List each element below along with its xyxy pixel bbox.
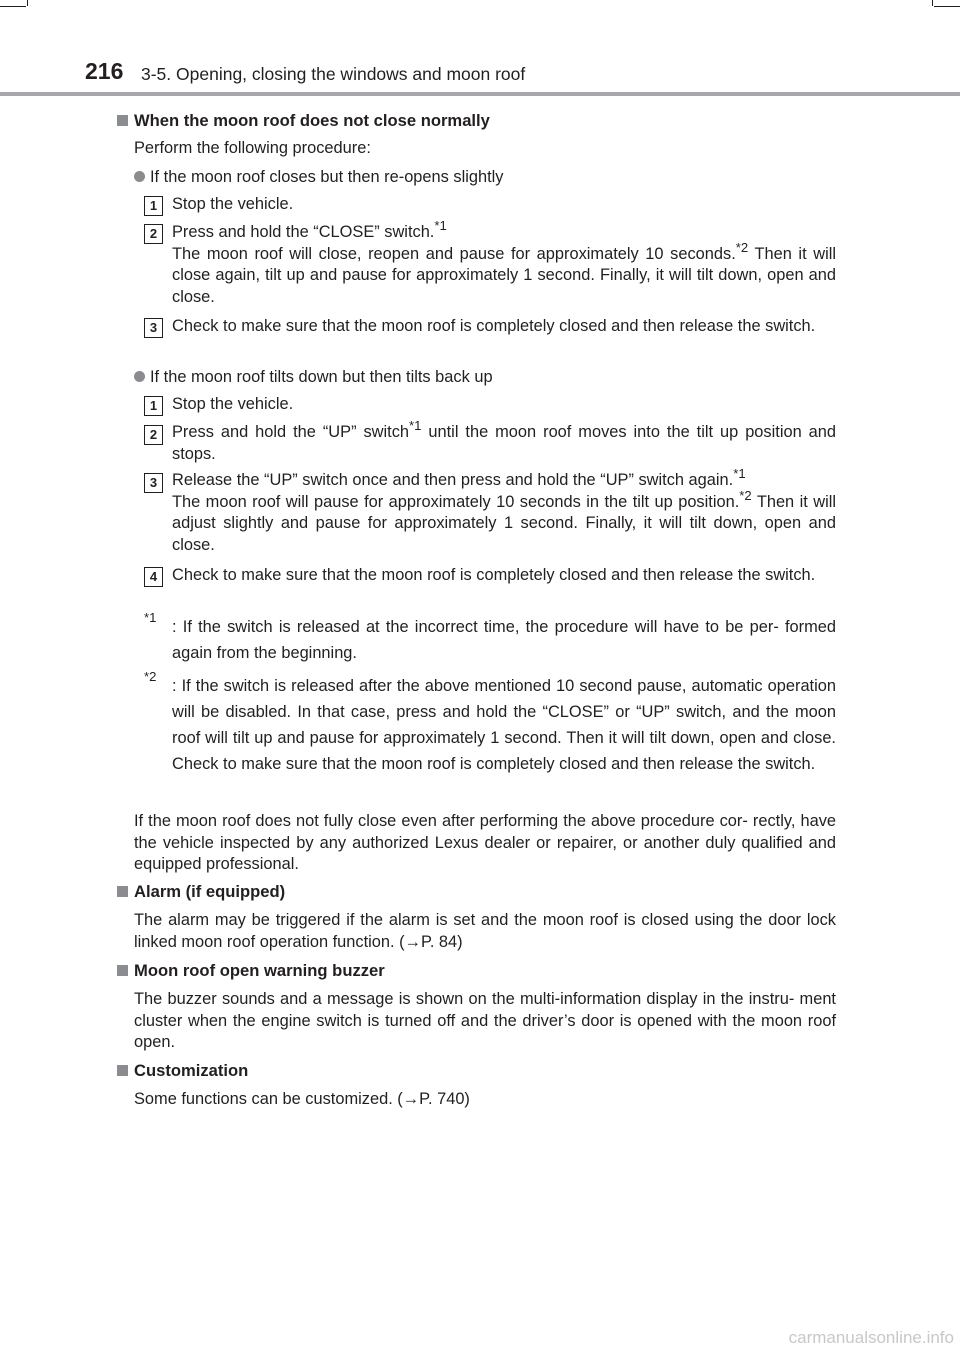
footnote-ref: *1 [733, 465, 746, 481]
footnote-ref: *2 [735, 239, 749, 255]
paragraph: The buzzer sounds and a message is shown on the multi-information display in the instru- ment cluster when the engine switch is turned off and the driver’s door is opened with the moon roof open. [134, 990, 836, 1052]
footnote-mark-text: *1 [144, 609, 157, 625]
page-reference-link[interactable]: P. 740) [419, 1090, 470, 1108]
crop-mark [932, 0, 933, 6]
step-number-badge: 3 [144, 473, 163, 493]
footnote-ref: *1 [434, 217, 447, 233]
square-bullet-icon [117, 115, 128, 126]
case-title-text: If the moon roof closes but then re-opens slightly [150, 168, 504, 186]
arrow-icon: → [404, 932, 421, 951]
step-text [172, 417, 836, 465]
paragraph [134, 910, 836, 953]
section-heading [117, 960, 385, 982]
arrow-icon: → [402, 1090, 420, 1108]
page-header [0, 52, 960, 96]
heading-text: When the moon roof does not close normally [134, 111, 490, 130]
section-heading [117, 881, 285, 903]
crop-mark [934, 6, 960, 7]
step-text [172, 217, 836, 308]
footnote-mark-text: *2 [144, 668, 157, 684]
heading-text: Customization [134, 1061, 249, 1080]
closing-paragraph: If the moon roof does not fully close even after performing the above procedure cor- rectly, have the vehicle inspected by any authorized Lexus dealer or repairer, or another duly qualified and equipped professional. [134, 812, 836, 874]
step-number-badge: 3 [144, 318, 163, 338]
heading-text: Moon roof open warning buzzer [134, 961, 385, 980]
step-number-badge: 2 [144, 224, 163, 244]
paragraph [134, 1089, 836, 1111]
step-number-badge: 1 [144, 396, 163, 416]
step-line: The moon roof will close, reopen and pause for approximately 10 seconds. [172, 244, 736, 263]
footnote-mark [144, 609, 172, 636]
section-title: 3-5. Opening, closing the windows and moon roof [141, 64, 526, 84]
case-a-title [134, 167, 504, 189]
square-bullet-icon [117, 1065, 128, 1076]
footnote-mark [144, 668, 172, 695]
page-number: 216 [85, 58, 124, 84]
step-line: Press and hold the “UP” switch [172, 423, 410, 441]
header-rule [0, 92, 960, 96]
crop-mark [0, 6, 26, 7]
square-bullet-icon [117, 886, 128, 897]
footnote-ref: *1 [409, 417, 422, 433]
paragraph-text: Some functions can be customized. ( [134, 1090, 403, 1108]
section-heading [117, 1060, 248, 1082]
step-text: Stop the vehicle. [172, 395, 294, 413]
step-line: Press and hold the “CLOSE” switch. [172, 223, 435, 241]
circle-bullet-icon [134, 371, 145, 382]
case-b-title [134, 367, 493, 389]
section-heading [117, 110, 490, 132]
step-text: Check to make sure that the moon roof is completely closed and then release the switch. [172, 566, 816, 584]
footnote-ref: *2 [739, 487, 752, 503]
watermark: carmanualsonline.info [788, 1328, 954, 1347]
step-text: Stop the vehicle. [172, 195, 294, 213]
circle-bullet-icon [134, 171, 145, 182]
step-number-badge: 1 [144, 196, 163, 216]
intro-text: Perform the following procedure: [134, 139, 371, 157]
footnote-text: : If the switch is released at the incorrect time, the procedure will have to be per- formed again from the beginning. [172, 618, 836, 662]
footnote-text: : If the switch is released after the above mentioned 10 second pause, automatic operation will be disabled. In that case, press and hold the “CLOSE” or “UP” switch, and the moon roof will tilt up and pause for approximately 1 second. Then it will tilt down, open and close. Check to make sure that the moon roof is completely closed and then release the switch. [172, 677, 836, 773]
step-number-badge: 4 [144, 567, 163, 587]
case-title-text: If the moon roof tilts down but then tilts back up [150, 368, 493, 386]
step-line: Then it will adjust slightly and pause for approximately 1 second. Finally, it will tilt down, open and close. [172, 492, 837, 554]
paragraph-text: The alarm may be triggered if the alarm is set and the moon roof is closed using the door lock linked moon roof operation function. ( [134, 911, 836, 951]
step-text: Check to make sure that the moon roof is completely closed and then release the switch. [172, 317, 816, 335]
step-text [172, 465, 837, 556]
square-bullet-icon [117, 965, 128, 976]
crop-mark [27, 0, 28, 6]
step-line: Then it will close again, tilt up and pause for approximately 1 second. Finally, it will tilt down, open and close. [172, 244, 836, 306]
page-reference-link[interactable]: P. 84) [421, 932, 463, 951]
step-number-badge: 2 [144, 425, 163, 445]
heading-text: Alarm (if equipped) [134, 882, 286, 901]
step-line: Release the “UP” switch once and then press and hold the “UP” switch again. [172, 471, 734, 489]
step-line: The moon roof will pause for approximately 10 seconds in the tilt up position. [172, 492, 740, 511]
step-line: until the moon roof moves into the tilt up position and stops. [172, 423, 836, 463]
